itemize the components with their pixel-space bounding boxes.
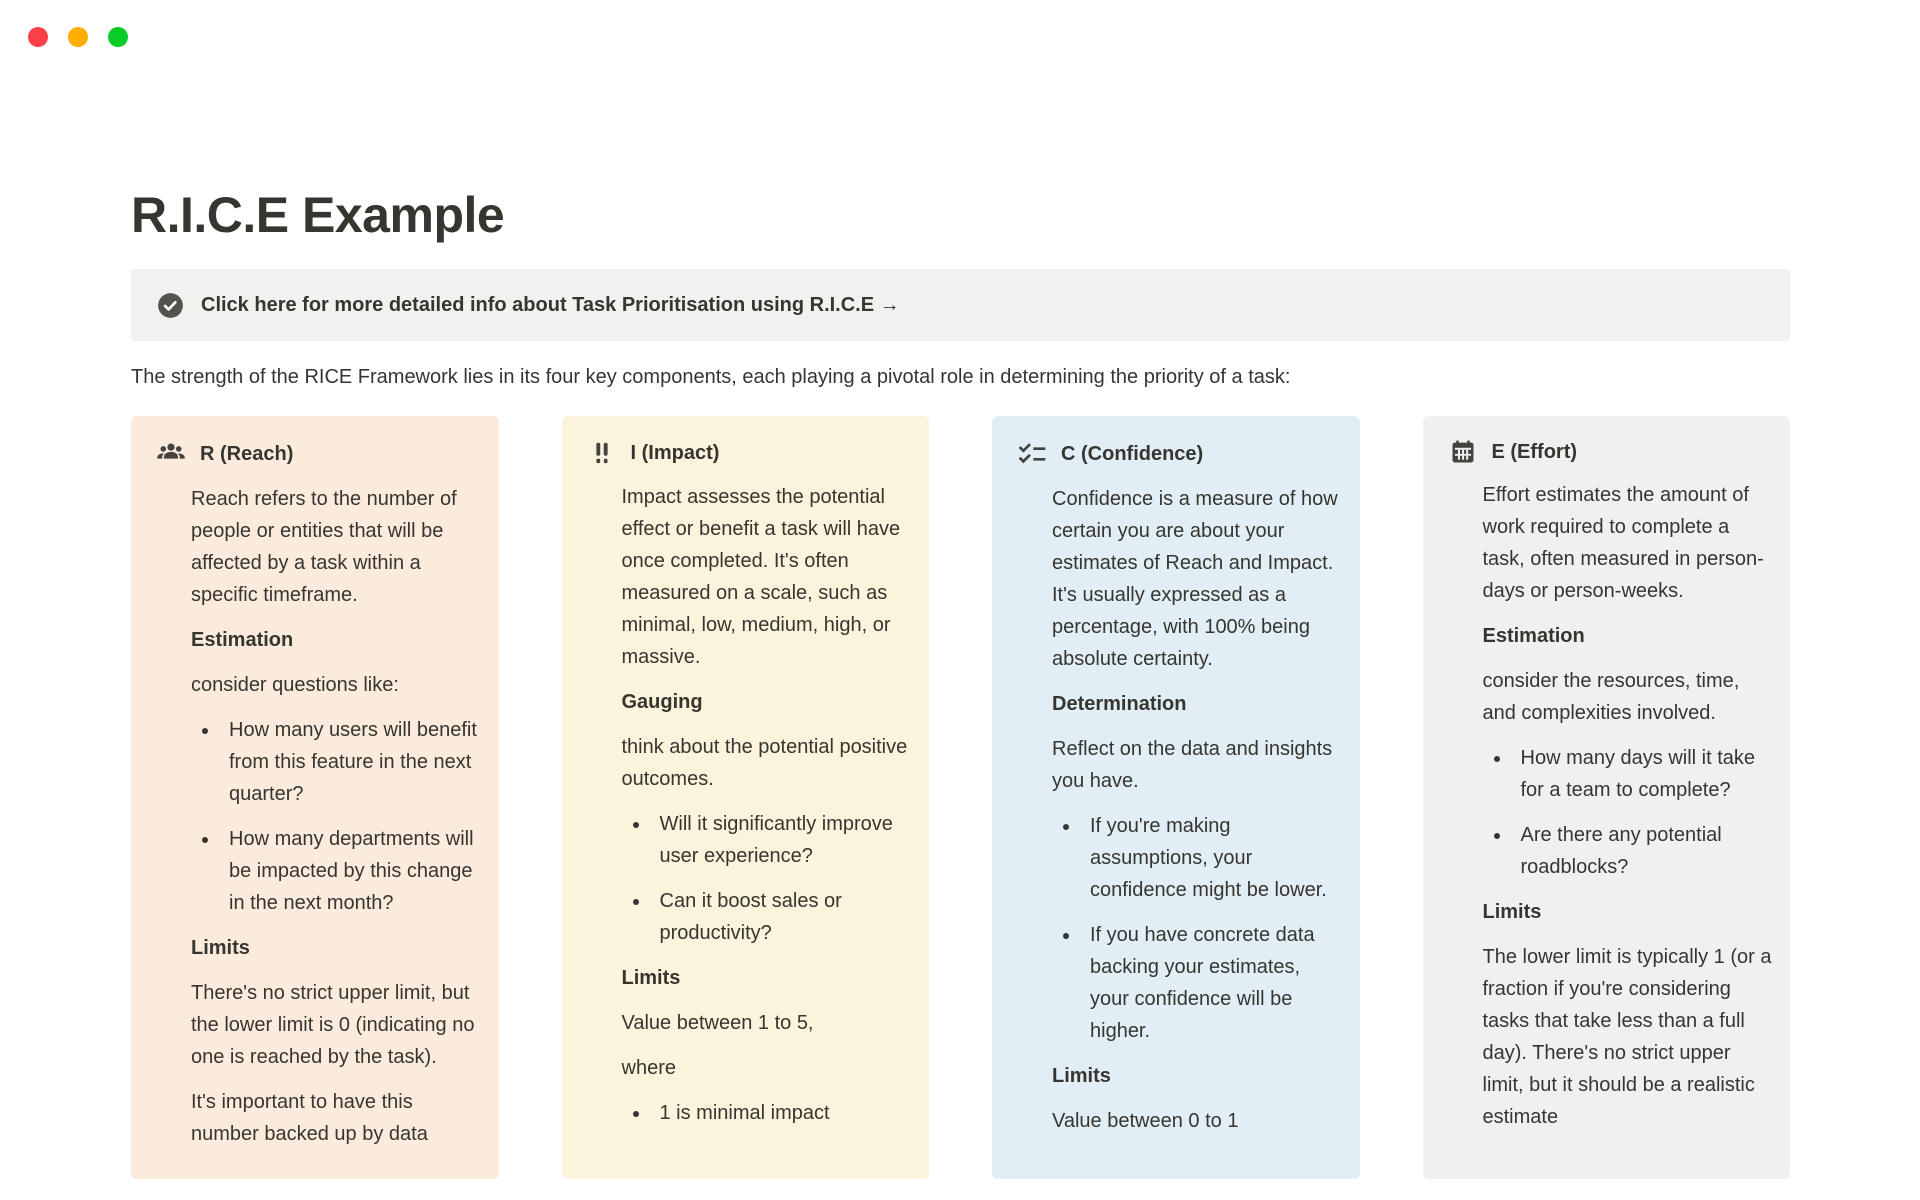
bullet-list [1483,742,1773,883]
window-close-button[interactable] [28,27,48,47]
card-reach [131,416,499,1179]
card-subheading: Estimation [191,629,294,651]
bullet-list [191,714,481,919]
card-subheading: Determination [1052,693,1187,715]
window-titlebar [0,0,1920,47]
cards-row [131,416,1790,1179]
card-subheading: Limits [1482,901,1542,923]
card-body [1052,483,1342,1137]
card-paragraph: It's important to have this number backed up by data [191,1091,428,1145]
card-paragraph: Impact assesses the potential effect or benefit a task will have once completed. It's often measured on a scale, such as minimal, low, medium, high, or massive. [621,486,901,668]
page-content [131,185,1790,1179]
window-minimize-button[interactable] [68,27,88,47]
card-paragraph: Reflect on the data and insights you have. [1052,738,1333,792]
list-item: • If you have concrete data backing your estimates, your confidence will be higher. [1081,919,1342,1047]
card-title: E (Effort) [1491,440,1578,463]
callout-link[interactable] [131,269,1790,341]
card-header [154,438,481,470]
card-title: I (Impact) [630,441,720,464]
card-paragraph: consider the resources, time, and complexities involved. [1482,670,1740,724]
card-paragraph: The lower limit is typically 1 (or a fraction if you're considering tasks that take less than a full day). There's no strict upper limit, but it should be a realistic estimate [1482,946,1772,1128]
card-subheading: Gauging [621,691,703,713]
bullet-list [622,808,912,949]
card-paragraph: think about the potential positive outcomes. [621,736,908,790]
card-paragraph: Reach refers to the number of people or entities that will be affected by a task within a specific timeframe. [191,488,457,606]
card-paragraph: Value between 1 to 5, [621,1012,814,1034]
bullet-list [1052,810,1342,1047]
checklist-icon [1015,438,1049,470]
list-item: • 1 is minimal impact [651,1097,912,1129]
card-header [585,438,912,468]
card-paragraph: There's no strict upper limit, but the lower limit is 0 (indicating no one is reached by the task). [191,982,475,1068]
card-body [1483,479,1773,1133]
intro-paragraph: The strength of the RICE Framework lies in its four key components, each playing a pivotal role in determining the priority of a task: [131,366,1291,388]
page-title: R.I.C.E Example [131,187,505,243]
people-group-icon [154,438,188,470]
check-circle-icon [157,292,184,319]
card-paragraph: Value between 0 to 1 [1052,1110,1239,1132]
list-item: • How many users will benefit from this feature in the next quarter? [220,714,481,810]
card-subheading: Limits [1052,1065,1111,1087]
list-item: • How many days will it take for a team to complete? [1512,742,1773,806]
window-zoom-button[interactable] [108,27,128,47]
bullet-list [622,1097,912,1129]
card-body [622,481,912,1129]
card-paragraph: consider questions like: [191,674,399,696]
card-paragraph: where [621,1057,676,1079]
card-header [1446,438,1773,466]
card-effort [1423,416,1791,1179]
card-subheading: Limits [191,937,250,959]
calendar-icon [1446,438,1480,466]
double-exclamation-icon [585,438,619,468]
card-confidence [992,416,1360,1179]
card-header [1015,438,1342,470]
card-subheading: Limits [621,967,681,989]
card-paragraph: Effort estimates the amount of work required to complete a task, often measured in person-days or person-weeks. [1482,484,1764,602]
card-impact [562,416,930,1179]
card-paragraph: Confidence is a measure of how certain you are about your estimates of Reach and Impact. It's usually expressed as a percentage, with 100% being absolute certainty. [1052,488,1338,670]
card-title: R (Reach) [200,442,294,465]
list-item: • If you're making assumptions, your confidence might be lower. [1081,810,1342,906]
card-body [191,483,481,1150]
callout-text: Click here for more detailed info about Task Prioritisation using R.I.C.E → [201,293,900,316]
list-item: • Can it boost sales or productivity? [651,885,912,949]
card-title: C (Confidence) [1061,442,1204,465]
list-item: • Will it significantly improve user experience? [651,808,912,872]
list-item: • Are there any potential roadblocks? [1512,819,1773,883]
list-item: • How many departments will be impacted by this change in the next month? [220,823,481,919]
card-subheading: Estimation [1482,625,1585,647]
